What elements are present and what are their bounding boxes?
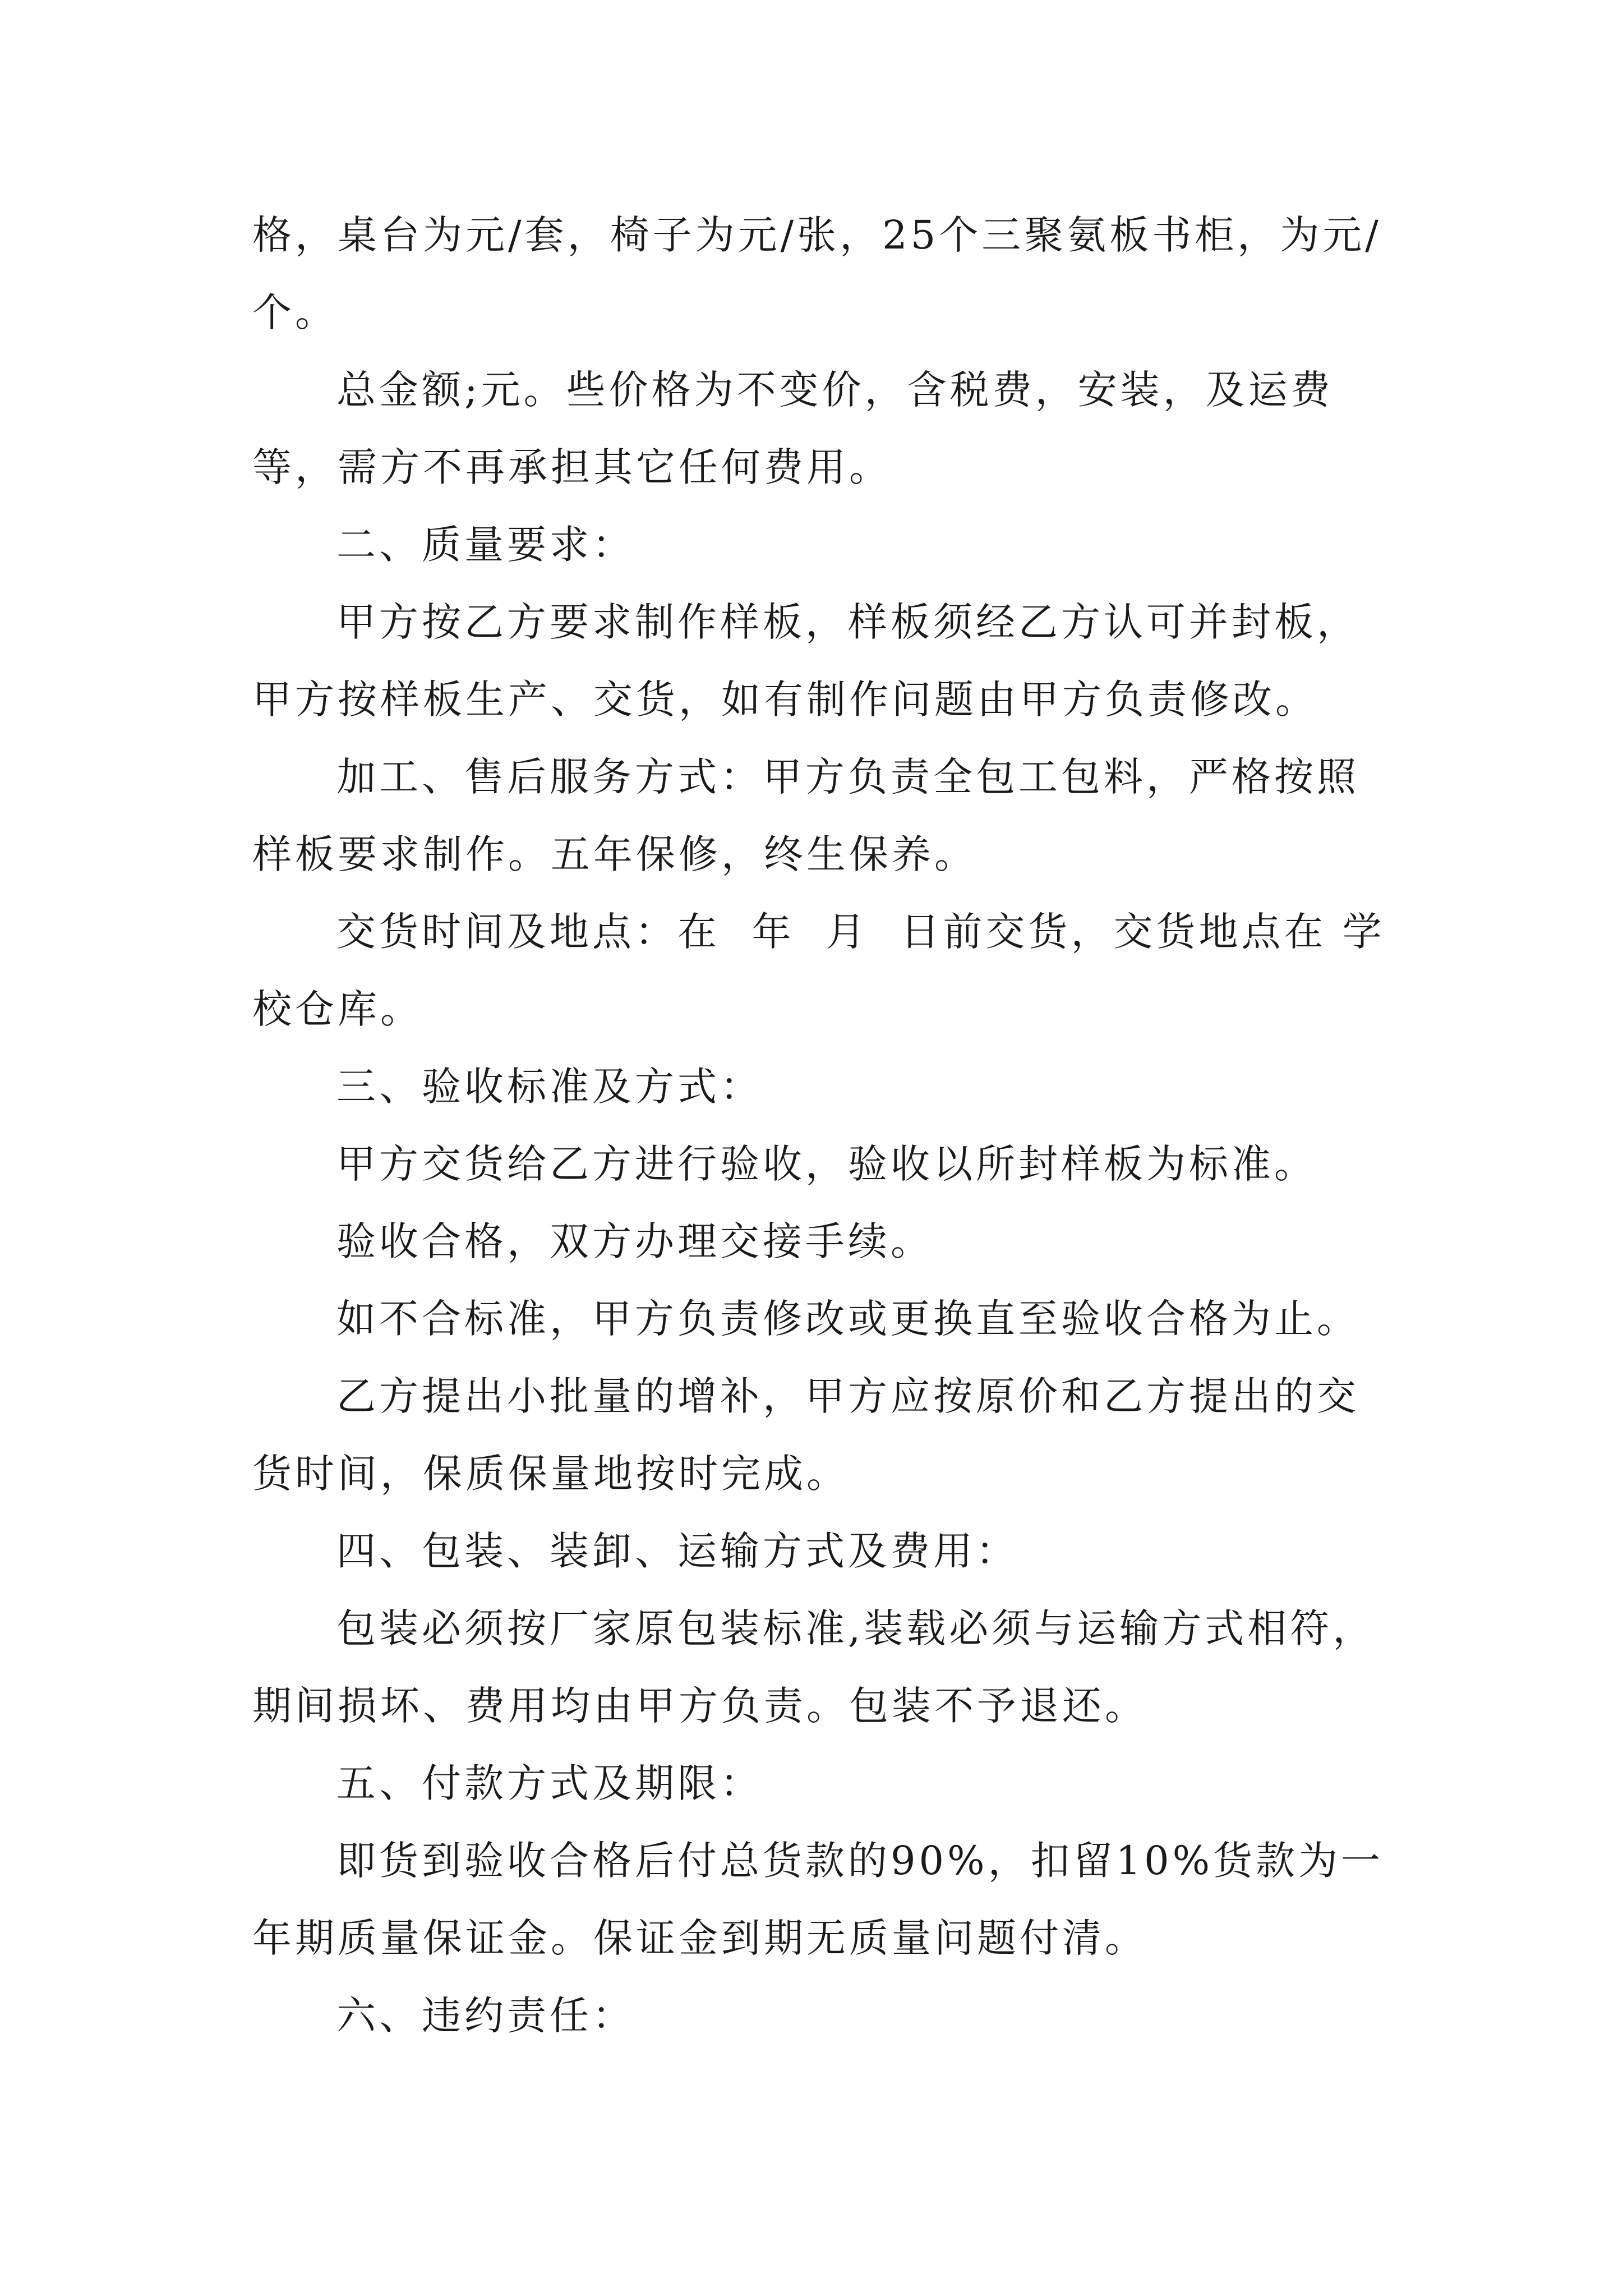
paragraph-total-amount	[252, 351, 1374, 506]
paragraph-acceptance-standard	[252, 1125, 1374, 1203]
paragraph-after-sales	[252, 738, 1374, 893]
section-heading-quality	[252, 506, 1374, 583]
text-line: 即货到验收合格后付总货款的90%，扣留10%货款为一	[336, 1838, 1384, 1884]
text-line: 校仓库。	[252, 986, 423, 1032]
text-line: 如不合标准，甲方负责修改或更换直至验收合格为止。	[336, 1296, 1359, 1342]
paragraph-supplement	[252, 1358, 1374, 1512]
text-line: 样板要求制作。五年保修，终生保养。	[252, 831, 977, 877]
document-body	[252, 196, 1385, 2054]
text-line: 六、违约责任：	[336, 1993, 635, 2039]
text-line: 个。	[252, 289, 338, 335]
section-heading-acceptance	[252, 1048, 1374, 1125]
section-heading-payment	[252, 1745, 1374, 1822]
text-line: 货时间，保质保量地按时完成。	[252, 1451, 849, 1497]
text-line: 包装必须按厂家原包装标准,装载必须与运输方式相符，	[336, 1605, 1376, 1651]
text-line: 三、验收标准及方式：	[336, 1064, 763, 1110]
paragraph-nonconformance	[252, 1280, 1374, 1358]
text-line: 甲方按样板生产、交货，如有制作问题由甲方负责修改。	[252, 677, 1318, 723]
section-heading-packaging	[252, 1512, 1374, 1590]
section-heading-liability	[252, 1977, 1374, 2054]
text-line: 四、包装、装卸、运输方式及费用：	[336, 1528, 1018, 1574]
text-line: 期间损坏、费用均由甲方负责。包装不予退还。	[252, 1683, 1147, 1729]
text-line: 等，需方不再承担其它任何费用。	[252, 444, 892, 490]
text-line: 加工、售后服务方式：甲方负责全包工包料，严格按照	[336, 754, 1359, 800]
text-line: 甲方交货给乙方进行验收，验收以所封样板为标准。	[336, 1141, 1317, 1187]
text-line: 格，桌台为元/套，椅子为元/张，25个三聚氨板书柜，为元/	[252, 212, 1382, 258]
paragraph-payment	[252, 1822, 1384, 1977]
text-line: 甲方按乙方要求制作样板，样板须经乙方认可并封板，	[336, 599, 1359, 645]
paragraph-handover	[252, 1203, 1374, 1280]
text-line: 年期质量保证金。保证金到期无质量问题付清。	[252, 1915, 1147, 1961]
text-line: 总金额;元。些价格为不变价，含税费，安装，及运费	[336, 367, 1334, 413]
text-line: 交货时间及地点：在 年 月 日前交货，交货地点在 学	[336, 909, 1385, 955]
paragraph-packaging	[252, 1590, 1374, 1745]
paragraph-delivery	[252, 893, 1385, 1048]
text-line: 验收合格，双方办理交接手续。	[336, 1218, 933, 1264]
text-line: 二、质量要求：	[336, 522, 635, 568]
paragraph-price-items	[252, 196, 1382, 351]
paragraph-sample-board	[252, 583, 1374, 738]
text-line: 五、付款方式及期限：	[336, 1760, 763, 1806]
text-line: 乙方提出小批量的增补，甲方应按原价和乙方提出的交	[336, 1373, 1359, 1419]
